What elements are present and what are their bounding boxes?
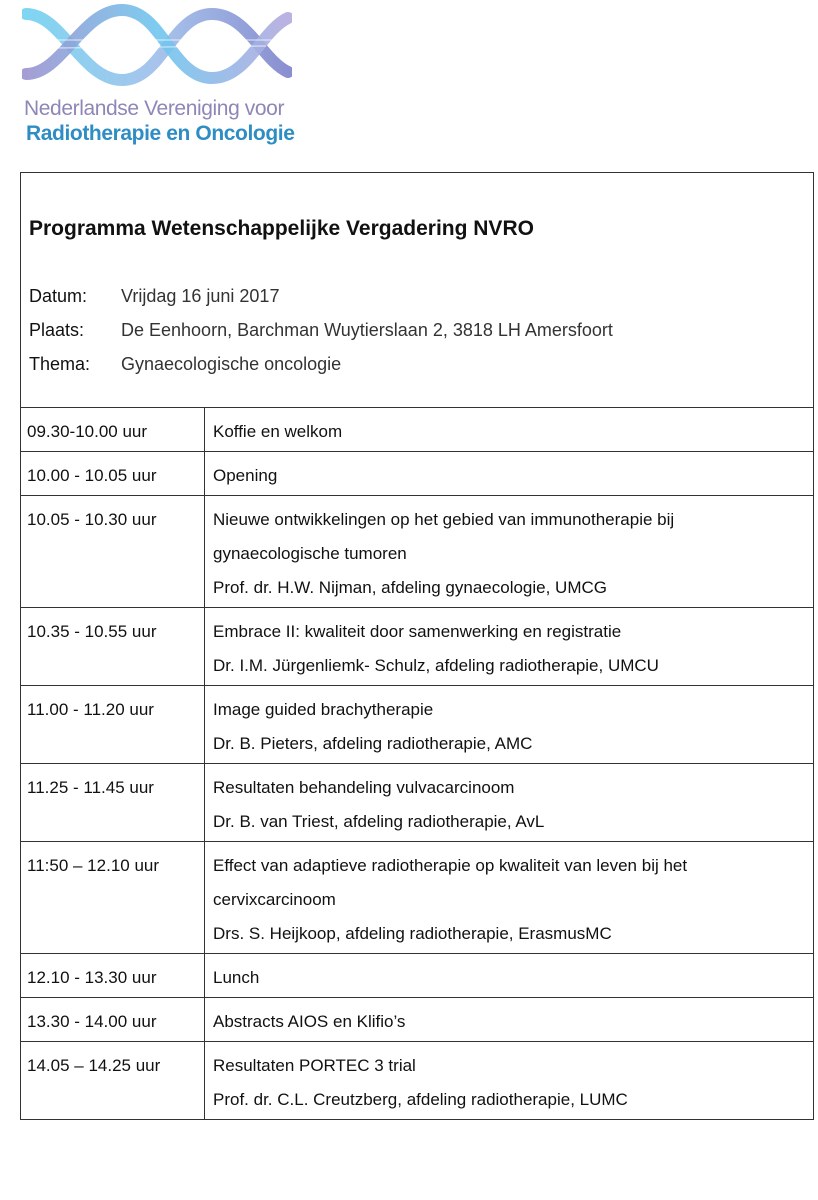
activity-title: cervixcarcinoom xyxy=(213,890,336,909)
program-row xyxy=(21,452,814,496)
date-label: Datum: xyxy=(29,286,88,306)
place-label: Plaats: xyxy=(29,320,85,340)
activity-title: Koffie en welkom xyxy=(213,422,343,441)
program-row xyxy=(21,608,814,686)
activity-title: Effect van adaptieve radiotherapie op kwaliteit van leven bij het xyxy=(213,856,688,875)
time-slot: 12.10 - 13.30 uur xyxy=(27,968,157,987)
speaker: Prof. dr. H.W. Nijman, afdeling gynaecologie, UMCG xyxy=(213,578,607,597)
activity-title: Resultaten behandeling vulvacarcinoom xyxy=(213,778,515,797)
program-row xyxy=(21,1042,814,1120)
header-box xyxy=(20,172,814,407)
page-title: Programma Wetenschappelijke Vergadering NVRO xyxy=(29,217,534,240)
program-row xyxy=(21,408,814,452)
activity-title: Abstracts AIOS en Klifio’s xyxy=(213,1012,406,1031)
logo-org-line2: Radiotherapie en Oncologie xyxy=(26,122,295,145)
time-slot: 11.25 - 11.45 uur xyxy=(27,778,154,797)
date-row xyxy=(29,286,279,307)
program-row xyxy=(21,954,814,998)
place-row xyxy=(29,320,613,341)
time-cell xyxy=(21,998,205,1042)
time-cell xyxy=(21,452,205,496)
activity-title: Image guided brachytherapie xyxy=(213,700,434,719)
activity-title: Opening xyxy=(213,466,278,485)
time-cell xyxy=(21,1042,205,1120)
time-cell xyxy=(21,496,205,608)
activity-title: Lunch xyxy=(213,968,260,987)
program-row xyxy=(21,496,814,608)
activity-cell xyxy=(205,496,814,608)
time-slot: 10.05 - 10.30 uur xyxy=(27,510,157,529)
date-value: Vrijdag 16 juni 2017 xyxy=(121,286,280,306)
time-cell xyxy=(21,686,205,764)
activity-cell xyxy=(205,1042,814,1120)
logo-org-line1: Nederlandse Vereniging voor xyxy=(24,97,285,120)
time-cell xyxy=(21,408,205,452)
program-row xyxy=(21,686,814,764)
theme-row xyxy=(29,354,341,375)
activity-cell xyxy=(205,954,814,998)
nvro-logo xyxy=(22,0,295,150)
time-slot: 10.35 - 10.55 uur xyxy=(27,622,157,641)
time-cell xyxy=(21,764,205,842)
time-slot: 10.00 - 10.05 uur xyxy=(27,466,157,485)
activity-title: Nieuwe ontwikkelingen op het gebied van immunotherapie bij xyxy=(213,510,675,529)
speaker: Prof. dr. C.L. Creutzberg, afdeling radiotherapie, LUMC xyxy=(213,1090,628,1109)
time-slot: 09.30-10.00 uur xyxy=(27,422,148,441)
time-slot: 13.30 - 14.00 uur xyxy=(27,1012,157,1031)
speaker: Dr. B. Pieters, afdeling radiotherapie, AMC xyxy=(213,734,533,753)
program-row xyxy=(21,764,814,842)
time-cell xyxy=(21,608,205,686)
theme-value: Gynaecologische oncologie xyxy=(121,354,342,374)
program-row xyxy=(21,998,814,1042)
activity-cell xyxy=(205,452,814,496)
activity-cell xyxy=(205,842,814,954)
time-slot: 11:50 – 12.10 uur xyxy=(27,856,160,875)
activity-cell xyxy=(205,608,814,686)
program-row xyxy=(21,842,814,954)
activity-title: gynaecologische tumoren xyxy=(213,544,407,563)
time-cell xyxy=(21,842,205,954)
activity-cell xyxy=(205,686,814,764)
time-slot: 14.05 – 14.25 uur xyxy=(27,1056,161,1075)
program-table xyxy=(20,407,814,1120)
activity-cell xyxy=(205,998,814,1042)
speaker: Dr. I.M. Jürgenliemk- Schulz, afdeling radiotherapie, UMCU xyxy=(213,656,659,675)
dna-helix-icon xyxy=(22,0,292,98)
activity-cell xyxy=(205,764,814,842)
place-value: De Eenhoorn, Barchman Wuytierslaan 2, 3818 LH Amersfoort xyxy=(121,320,613,340)
activity-title: Embrace II: kwaliteit door samenwerking en registratie xyxy=(213,622,622,641)
theme-label: Thema: xyxy=(29,354,91,374)
speaker: Dr. B. van Triest, afdeling radiotherapie, AvL xyxy=(213,812,545,831)
activity-cell xyxy=(205,408,814,452)
time-slot: 11.00 - 11.20 uur xyxy=(27,700,154,719)
speaker: Drs. S. Heijkoop, afdeling radiotherapie, ErasmusMC xyxy=(213,924,612,943)
time-cell xyxy=(21,954,205,998)
activity-title: Resultaten PORTEC 3 trial xyxy=(213,1056,416,1075)
